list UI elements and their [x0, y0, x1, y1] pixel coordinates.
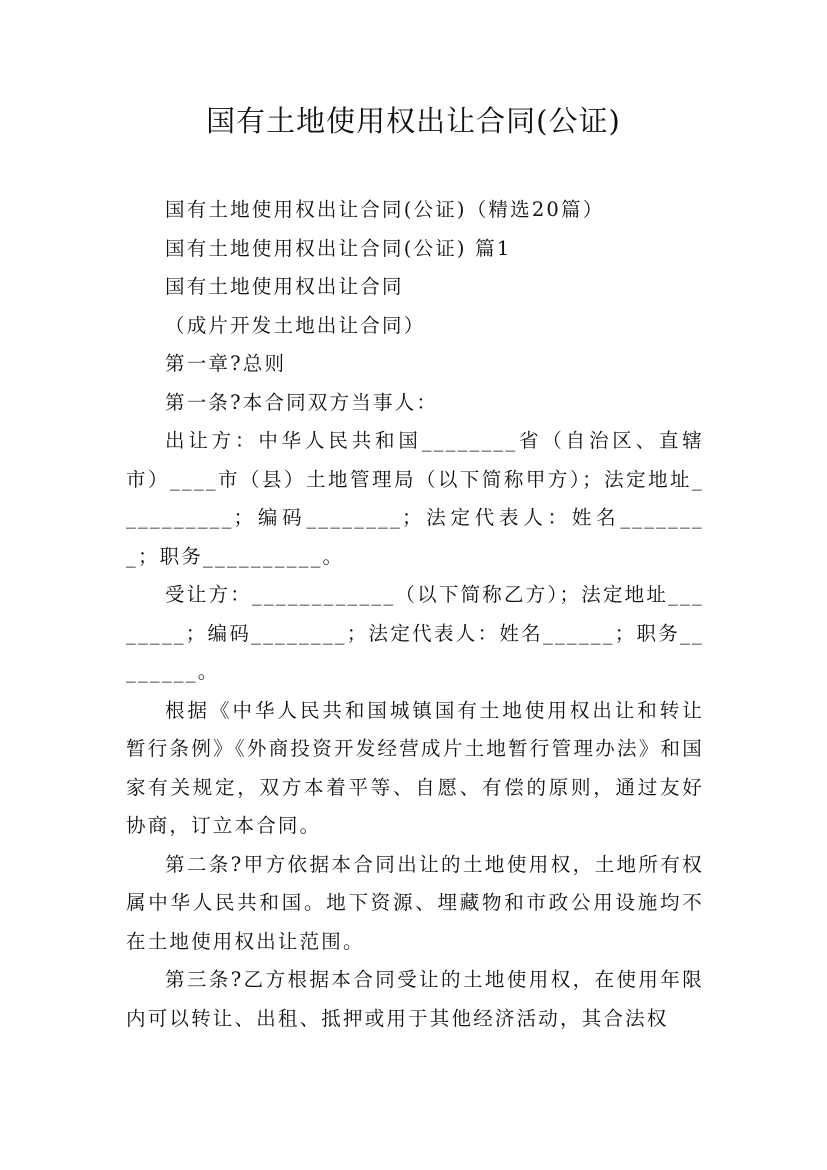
paragraph-article-heading: 国有土地使用权出让合同(公证) 篇1	[165, 236, 512, 260]
paragraph-legal-basis: 根据《中华人民共和国城镇国有土地使用权出让和转让暂行条例》《外商投资开发经营成片土地暂行管理办法》和国家有关规定，双方本着平等、自愿、有偿的原则，通过友好协商，订立本合同。	[126, 698, 704, 837]
paragraph-contract-subtitle: （成片开发土地出让合同）	[165, 313, 426, 337]
paragraph-grantor: 出让方：中华人民共和国________省（自治区、直辖市）____市（县）土地管理局（以下简称甲方）；法定地址__________；编码________；法定代表人：姓名________；职务__________。	[126, 429, 704, 568]
paragraph-article-two: 第二条?甲方依据本合同出让的土地使用权，土地所有权属中华人民共和国。地下资源、埋藏物和市政公用设施均不在土地使用权出让范围。	[126, 852, 704, 953]
paragraph-chapter-one: 第一章?总则	[165, 352, 287, 375]
paragraph-contract-name: 国有土地使用权出让合同	[165, 275, 404, 298]
paragraph-grantee: 受让方：____________（以下简称乙方）；法定地址________；编码________；法定代表人：姓名______；职务________。	[126, 583, 704, 683]
paragraph-article-three: 第三条?乙方根据本合同受让的土地使用权，在使用年限内可以转让、出租、抵押或用于其他经济活动，其合法权	[126, 968, 704, 1030]
paragraph-collection-title: 国有土地使用权出让合同(公证)（精选20篇）	[165, 198, 605, 221]
document-body	[126, 191, 704, 1038]
document-title: 国有土地使用权出让合同(公证)	[206, 104, 621, 138]
paragraph-article-one: 第一条?本合同双方当事人：	[165, 390, 439, 414]
